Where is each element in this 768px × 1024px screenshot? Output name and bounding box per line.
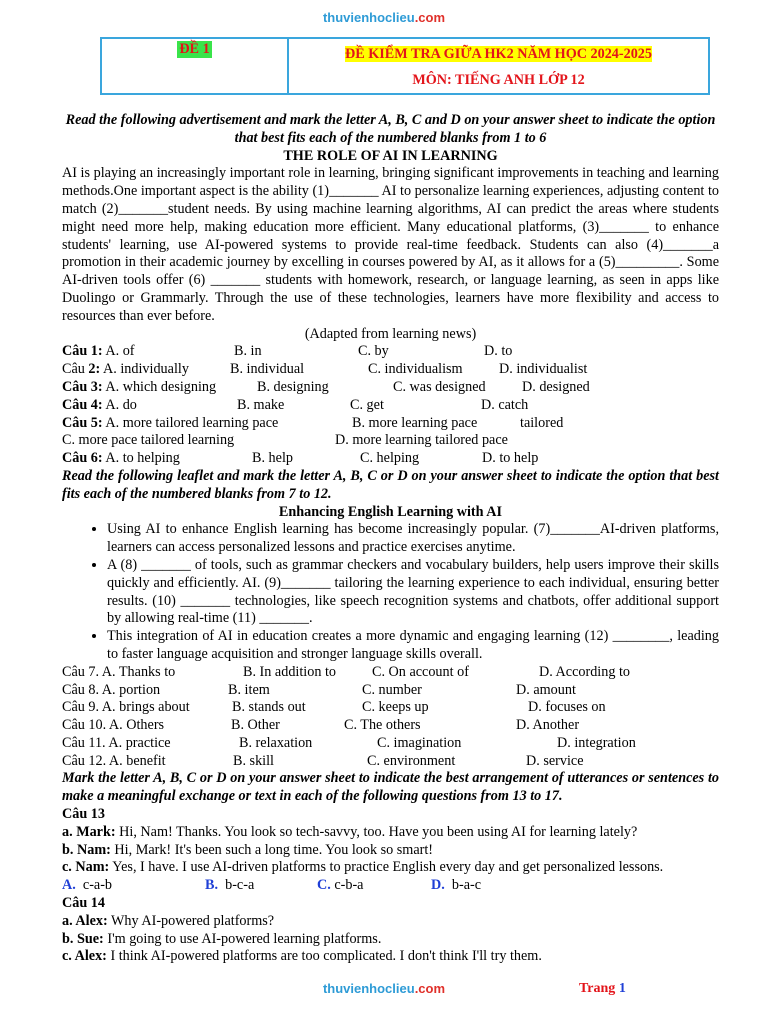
site-name: thuvienhoclieu [322,10,415,25]
speaker: b. Nam: [62,841,111,858]
speaker: c. Nam: [62,859,110,876]
question-8 [62,682,719,700]
site-header [0,10,768,25]
option-c: C. helping [360,450,420,467]
question-5-cont [62,432,719,450]
question-13-options [62,877,719,895]
question-3 [62,379,719,397]
option-b: B. designing [257,378,329,395]
dialogue-line [62,859,719,877]
question-4 [62,397,719,415]
exam-header-table [100,37,710,95]
leaflet-bullet: • Using AI to enhance English learning has become increasingly popular. (7)_______AI-driven platforms, learners can access personalized lessons and practice exercises anytime. [107,521,719,557]
question-label: Câu 4: [62,396,103,413]
utterance: Hi, Nam! Thanks. You look so tech-savvy, too. Have you been using AI for learning lately? [115,823,638,840]
utterance: Hi, Mark! It's been such a long time. You look so smart! [110,841,434,858]
option-b: B. make [237,396,285,413]
option-d: D. designed [522,378,590,395]
leaflet-bullets [62,521,719,663]
option-d: D. integration [557,734,636,751]
option-letter: D. [431,877,445,894]
option-b: B. relaxation [239,734,313,751]
question-11 [62,735,719,753]
option-c: C. environment [367,752,456,769]
exam-content [62,112,719,966]
option-d: D. amount [516,681,576,698]
option-c: C. by [358,343,389,360]
site-domain: .com [414,10,446,25]
option-d: D. to help [482,450,539,467]
option-c: C. get [350,396,384,413]
site-domain: .com [414,981,446,996]
option-d: D. to [484,343,513,360]
option-b: B. in [234,343,262,360]
site-footer [0,981,768,996]
option-b: B. more learning pace [352,414,478,431]
speaker: b. Sue: [62,930,104,947]
option-d: b-a-c [451,877,482,894]
option-d: D. individualist [499,361,588,378]
option-c: C. more pace tailored learning [62,432,235,449]
option-b: B. In addition to [243,663,337,680]
question-6 [62,450,719,468]
option-c: C. was designed [393,378,486,395]
passage1-source: (Adapted from learning news) [304,325,477,342]
question-label: Câu 8. A. portion [62,681,161,698]
dialogue-line [62,948,719,966]
option-d: D. service [526,752,584,769]
question-9 [62,699,719,717]
option-d: D. more learning tailored pace [335,432,508,449]
option-b: B. individual [230,361,305,378]
speaker: a. Alex: [62,912,108,929]
utterance: Yes, I have. I use AI-driven platforms to practice English every day and get personalized lessons. [109,859,664,876]
question-12 [62,753,719,771]
option-letter: B. [205,877,219,894]
option-b: b-c-a [225,877,255,894]
option-a: A. which designing [105,378,217,395]
option-a: A. to helping [105,450,180,467]
option-letter: C. [317,877,331,894]
question-2: Câu 2: A. individually B. individual C. individualism D. individualist [62,361,588,378]
utterance: I think AI-powered platforms are too complicated. I don't think I'll try them. [106,948,542,965]
option-b: B. skill [233,752,274,769]
passage1-title: THE ROLE OF AI IN LEARNING [283,147,498,164]
option-c: C. The others [344,717,421,734]
section1-instruction: Read the following advertisement and mark the letter A, B, C and D on your answer sheet to indicate the option that best fits each of the numbered blanks from 1 to 6 [65,112,716,146]
question-5 [62,415,719,433]
leaflet-bullet: • This integration of AI in education creates a more dynamic and engaging learning (12) ________, leading to faster language acquisition and stronger language skills overall. [107,628,719,664]
utterance: Why AI-powered platforms? [107,912,275,929]
dialogue-line [62,931,719,949]
option-b: B. stands out [232,699,306,716]
option-c: c-b-a [334,877,364,894]
option-d: D. According to [539,663,631,680]
option-a: A. of [105,343,135,360]
option-letter: A. [62,877,76,894]
option-a: c-a-b [82,877,113,894]
dialogue-line [62,913,719,931]
question-label: Câu 6: [62,450,103,467]
option-c: C. imagination [377,734,462,751]
exam-number: ĐỀ 1 [179,41,210,57]
question-label: Câu 11. A. practice [62,734,171,751]
leaflet-title: Enhancing English Learning with AI [278,503,503,520]
question-label: Câu 3: [62,378,103,395]
exam-subject: MÔN: TIẾNG ANH LỚP 12 [412,72,585,88]
page-label: Trang [579,981,616,996]
option-a: A. individually [103,361,189,378]
option-c: C. keeps up [362,699,429,716]
page-value: 1 [618,981,626,996]
section3-instruction: Mark the letter A, B, C or D on your answer sheet to indicate the best arrangement of utterances or sentences to make a meaningful exchange or text in each of the following questions from 13 to 17. [62,770,719,805]
option-d: D. focuses on [528,699,606,716]
question-label: Câu 9. A. brings about [62,699,190,716]
option-c: C. number [362,681,422,698]
option-c: C. On account of [372,663,469,680]
question-label: Câu 5: [62,414,103,431]
question-label: Câu 12. A. benefit [62,752,166,769]
passage1-text: AI is playing an increasingly important role in learning, bringing significant improvements in teaching and learning methods.One important aspect is the ability (1)_______ AI to personalize learning experiences, adjusting content to match (2)_______student needs. By using machine learning algorithms, AI can predict the areas where students might need more help, making education more efficient. Many educational platforms, (3)_______ to enhance students' learning, use AI-powered systems to provide real-time feedback. Students can also (4)_______a promotion in their academic journey by excelling in courses powered by AI, as it allows for a (5)_________. Some AI-driven tools offer (6) _______ students with homework, research, or language learning, as seen in apps like Duolingo or Grammarly. Through the use of these technologies, learners have more flexibility and access to resources than ever before. [62,165,719,324]
question-10 [62,717,719,735]
option-c: C. individualism [368,361,463,378]
site-name: thuvienhoclieu [322,981,415,996]
question-label: 2: [88,361,101,378]
option-b-continued: tailored [520,414,564,431]
question-7 [62,664,719,682]
question-14-label: Câu 14 [62,895,105,912]
option-d: D. Another [516,717,580,734]
option-a: A. more tailored learning pace [105,414,279,431]
leaflet-bullet: • A (8) _______ of tools, such as grammar checkers and vocabulary builders, help users improve their skills quickly and efficiently. AI. (9)_______ tailoring the learning experience to each individual, ensuring better results. (10) _______ technologies, like speech recognition systems and chatbots, offer additional support by allowing real-time (11) _______. [107,557,719,628]
speaker: a. Mark: [62,823,116,840]
option-a: A. do [105,396,137,413]
exam-title: ĐỀ KIỂM TRA GIỮA HK2 NĂM HỌC 2024-2025 [344,46,652,62]
question-1 [62,343,719,361]
question-prefix: C [62,361,72,378]
utterance: I'm going to use AI-powered learning platforms. [103,930,382,947]
page-number [579,981,626,997]
option-b: B. help [252,450,293,467]
option-b: B. item [228,681,270,698]
dialogue-line [62,842,719,860]
question-13-label: Câu 13 [62,806,105,823]
question-label: Câu 10. A. Others [62,717,165,734]
speaker: c. Alex: [62,948,107,965]
option-b: B. Other [231,717,280,734]
question-label: Câu 7. A. Thanks to [62,663,176,680]
option-d: D. catch [481,396,529,413]
dialogue-line [62,824,719,842]
question-label: Câu 1: [62,343,103,360]
section2-instruction: Read the following leaflet and mark the letter A, B, C or D on your answer sheet to indicate the option that best fits each of the numbered blanks from 7 to 12. [62,467,719,502]
